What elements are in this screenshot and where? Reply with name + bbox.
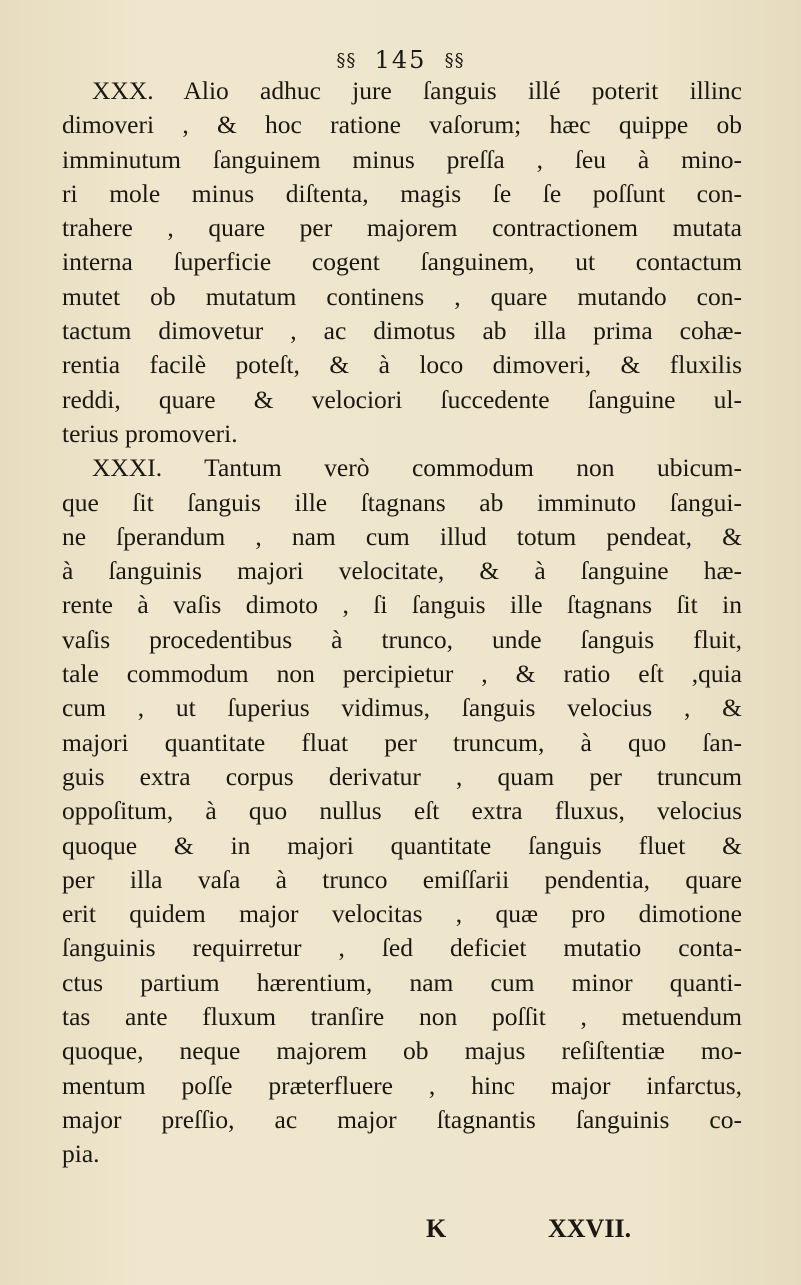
text-line: trahere , quare per majorem contractionem mutata: [62, 213, 742, 243]
text-line: majori quantitate fluat per truncum, à quo ſan-: [62, 727, 742, 757]
text-line: quoque, neque majorem ob majus reſiſtentiæ mo-: [62, 1036, 742, 1066]
paragraph-xxxi: [62, 451, 742, 1171]
text-line: mentum poſſe præterfluere , hinc major infarctus,: [62, 1070, 742, 1100]
catchword: XXVII.: [548, 1214, 632, 1243]
text-line: per illa vaſa à trunco emiſſarii pendentia, quare: [62, 864, 742, 894]
text-line: tale commodum non percipietur , & ratio eſt ,quia: [62, 659, 742, 689]
text-line: terius promoveri.: [62, 418, 238, 448]
text-line: major preſſio, ac major ſtagnantis ſanguinis co-: [62, 1104, 742, 1134]
text-line: ſanguinis requirretur , ſed deficiet mutatio conta-: [62, 933, 742, 963]
page-number: 145: [374, 46, 427, 74]
text-line: XXXI. Tantum verò commodum non ubicum-: [92, 453, 742, 483]
text-line: guis extra corpus derivatur , quam per truncum: [62, 761, 742, 791]
text-line: mutet ob mutatum continens , quare mutando con-: [62, 281, 742, 311]
text-line: dimoveri , & hoc ratione vaſorum; hæc quippe ob: [62, 110, 742, 140]
text-line: pia.: [62, 1139, 100, 1169]
paragraph-xxx: [62, 74, 742, 451]
text-line: à ſanguinis majori velocitate, & à ſanguine hæ-: [62, 556, 742, 586]
text-line: erit quidem major velocitas , quæ pro dimotione: [62, 899, 742, 929]
text-line: ne ſperandum , nam cum illud totum pendeat, &: [62, 521, 742, 551]
signature-mark: K: [426, 1214, 447, 1243]
text-line: imminutum ſanguinem minus preſſa , ſeu à mino-: [62, 144, 742, 174]
text-line: oppoſitum, à quo nullus eſt extra fluxus, velocius: [62, 796, 742, 826]
text-line: ri mole minus diſtenta, magis ſe ſe poſſunt con-: [62, 178, 742, 208]
ornament-right: §§: [444, 49, 465, 71]
ornament-left: §§: [336, 49, 357, 71]
text-line: tactum dimovetur , ac dimotus ab illa prima cohæ-: [62, 316, 742, 346]
text-line: reddi, quare & velociori ſuccedente ſanguine ul-: [62, 384, 742, 414]
page-header: [0, 44, 801, 74]
text-line: XXX. Alio adhuc jure ſanguis illé poterit illinc: [92, 76, 742, 105]
text-line: vaſis procedentibus à trunco, unde ſanguis fluit,: [62, 624, 742, 654]
text-line: rentia facilè poteſt, & à loco dimoveri, & fluxilis: [62, 350, 742, 380]
text-line: rente à vaſis dimoto , ſi ſanguis ille ſtagnans ſit in: [62, 590, 742, 620]
text-line: cum , ut ſuperius vidimus, ſanguis velocius , &: [62, 693, 742, 723]
text-line: quoque & in majori quantitate ſanguis fluet &: [62, 830, 742, 860]
text-line: que ſit ſanguis ille ſtagnans ab imminuto ſangui-: [62, 487, 742, 517]
text-line: tas ante fluxum tranſire non poſſit , metuendum: [62, 1002, 742, 1032]
text-line: ctus partium hærentium, nam cum minor quanti-: [62, 967, 742, 997]
body-text: [62, 74, 742, 1172]
text-line: interna ſuperficie cogent ſanguinem, ut contactum: [62, 247, 742, 277]
